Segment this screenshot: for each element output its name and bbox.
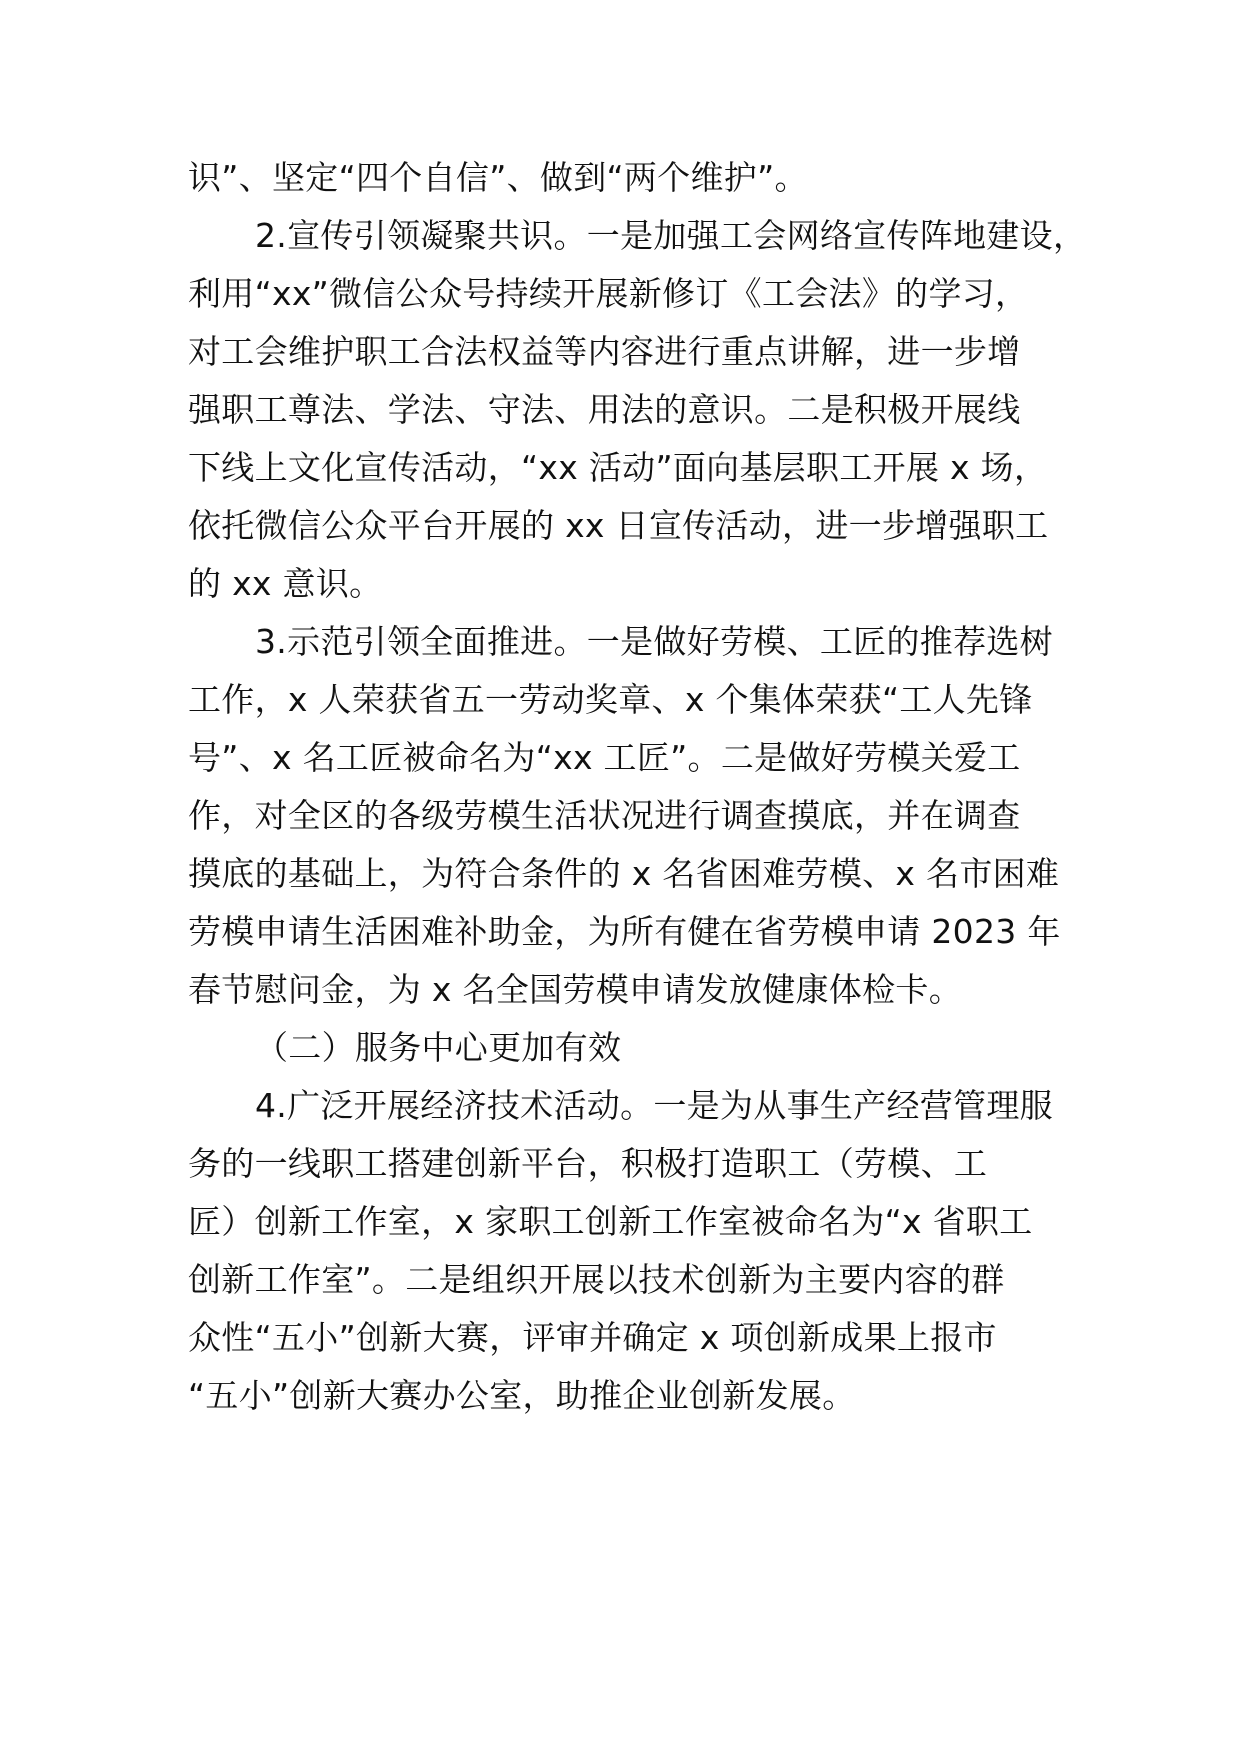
text-line: 下线上文化宣传活动，“xx 活动”面向基层职工开展 x 场， <box>188 448 1048 487</box>
text-line: 劳模申请生活困难补助金，为所有健在省劳模申请 2023 年 <box>188 912 1061 951</box>
section-heading: （二）服务中心更加有效 <box>255 1028 622 1067</box>
text-line: 识”、坚定“四个自信”、做到“两个维护”。 <box>188 158 808 197</box>
text-line: 工作，x 人荣获省五一劳动奖章、x 个集体荣获“工人先锋 <box>188 680 1033 719</box>
paragraph-start-line: 2.宣传引领凝聚共识。一是加强工会网络宣传阵地建设， <box>255 216 1087 255</box>
text-line: 的 xx 意识。 <box>188 564 383 603</box>
text-line: 众性“五小”创新大赛，评审并确定 x 项创新成果上报市 <box>188 1318 997 1357</box>
text-line: 匠）创新工作室，x 家职工创新工作室被命名为“x 省职工 <box>188 1202 1033 1241</box>
text-line: 号”、x 名工匠被命名为“xx 工匠”。二是做好劳模关爱工 <box>188 738 1021 777</box>
text-line: 务的一线职工搭建创新平台，积极打造职工（劳模、工 <box>188 1144 988 1183</box>
text-line: 强职工尊法、学法、守法、用法的意识。二是积极开展线 <box>188 390 1021 429</box>
text-line: 利用“xx”微信公众号持续开展新修订《工会法》的学习， <box>188 274 1029 313</box>
paragraph-start-line: 4.广泛开展经济技术活动。一是为从事生产经营管理服 <box>255 1086 1053 1125</box>
text-line: 摸底的基础上，为符合条件的 x 名省困难劳模、x 名市困难 <box>188 854 1060 893</box>
paragraph-start-line: 3.示范引领全面推进。一是做好劳模、工匠的推荐选树 <box>255 622 1053 661</box>
text-line: “五小”创新大赛办公室，助推企业创新发展。 <box>188 1376 856 1415</box>
text-line: 创新工作室”。二是组织开展以技术创新为主要内容的群 <box>188 1260 1005 1299</box>
text-line: 作，对全区的各级劳模生活状况进行调查摸底，并在调查 <box>188 796 1021 835</box>
text-line: 春节慰问金，为 x 名全国劳模申请发放健康体检卡。 <box>188 970 963 1009</box>
text-line: 对工会维护职工合法权益等内容进行重点讲解，进一步增 <box>188 332 1021 371</box>
text-line: 依托微信公众平台开展的 xx 日宣传活动，进一步增强职工 <box>188 506 1049 545</box>
